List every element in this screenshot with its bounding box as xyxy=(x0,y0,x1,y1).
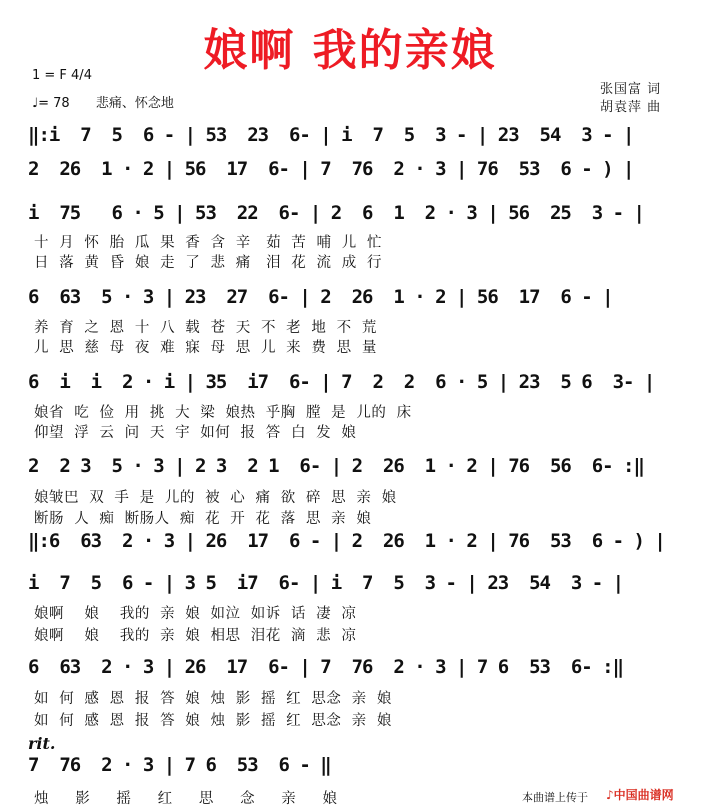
notation-line: 7 76 2 · 3 | 7 6 53 6 - ‖ xyxy=(28,754,331,776)
lyric-line: 娘啊 娘 我的 亲 娘 如泣 如诉 话 凄 凉 xyxy=(34,606,357,622)
composer-credit: 胡袁萍 曲 xyxy=(600,100,662,115)
tempo-row xyxy=(32,92,174,111)
upload-note: 本曲谱上传于 xyxy=(522,791,588,804)
lyric-line: 娘皱巴 双 手 是 儿的 被 心 痛 欲 碎 思 亲 娘 xyxy=(34,490,397,506)
expression-mark: 悲痛、怀念地 xyxy=(95,96,174,111)
notation-line: 6 63 5 · 3 | 23 27 6- | 2 26 1 · 2 | 56 17 6 - | xyxy=(28,286,613,308)
lyric-line: 养 育 之 恩 十 八 载 苍 天 不 老 地 不 荒 xyxy=(34,320,377,336)
tempo-value: = 78 xyxy=(38,96,70,111)
lyric-line: 娘啊 娘 我的 亲 娘 相思 泪花 滴 悲 凉 xyxy=(34,628,357,644)
quarter-note-icon: ♩ xyxy=(32,96,39,111)
notation-line: 2 26 1 · 2 | 56 17 6- | 7 76 2 · 3 | 76 53 6 - ) | xyxy=(28,158,634,180)
lyric-line: 如 何 感 恩 报 答 娘 烛 影 摇 红 思念 亲 娘 xyxy=(34,713,392,729)
notation-line: ‖:i 7 5 6 - | 53 23 6- | i 7 5 3 - | 23 54 3 - | xyxy=(28,124,634,146)
notation-line: 6 63 2 · 3 | 26 17 6- | 7 76 2 · 3 | 7 6 53 6- :‖ xyxy=(28,656,624,678)
lyric-line: 仰望 浮 云 问 天 宇 如何 报 答 白 发 娘 xyxy=(34,425,357,441)
site-logo xyxy=(606,786,674,803)
site-name: 中国曲谱网 xyxy=(613,788,674,802)
notation-line: i 75 6 · 5 | 53 22 6- | 2 6 1 2 · 3 | 56 25 3 - | xyxy=(28,202,644,224)
lyricist-credit: 张国富 词 xyxy=(600,82,662,97)
lyric-line: 烛 影 摇 红 思 念 亲 娘 xyxy=(34,791,338,807)
lyric-line: 儿 思 慈 母 夜 难 寐 母 思 儿 来 费 思 量 xyxy=(34,340,377,356)
ritardando-mark: rit. xyxy=(28,734,56,753)
music-note-icon: ♪ xyxy=(606,788,614,802)
notation-line: 6 i i 2 · i | 35 i7 6- | 7 2 2 6 · 5 | 23 5 6 3- | xyxy=(28,371,655,393)
lyric-line: 娘省 吃 俭 用 挑 大 梁 娘热 乎胸 膛 是 儿的 床 xyxy=(34,405,412,421)
notation-line: ‖:6 63 2 · 3 | 26 17 6 - | 2 26 1 · 2 | 76 53 6 - ) | xyxy=(28,530,665,552)
lyric-line: 如 何 感 恩 报 答 娘 烛 影 摇 红 思念 亲 娘 xyxy=(34,691,392,707)
notation-line: 2 2 3 5 · 3 | 2 3 2 1 6- | 2 26 1 · 2 | 76 56 6- :‖ xyxy=(28,455,644,477)
key-signature: 1 = F 4/4 xyxy=(32,68,92,83)
lyric-line: 日 落 黄 昏 娘 走 了 悲 痛 泪 花 流 成 行 xyxy=(34,255,382,271)
lyric-line: 十 月 怀 胎 瓜 果 香 含 辛 茹 苦 哺 儿 忙 xyxy=(34,235,382,251)
notation-line: i 7 5 6 - | 3 5 i7 6- | i 7 5 3 - | 23 54 3 - | xyxy=(28,572,624,594)
song-title: 娘啊 我的亲娘 xyxy=(203,25,497,76)
lyric-line: 断肠 人 痴 断肠人 痴 花 开 花 落 思 亲 娘 xyxy=(34,511,372,527)
